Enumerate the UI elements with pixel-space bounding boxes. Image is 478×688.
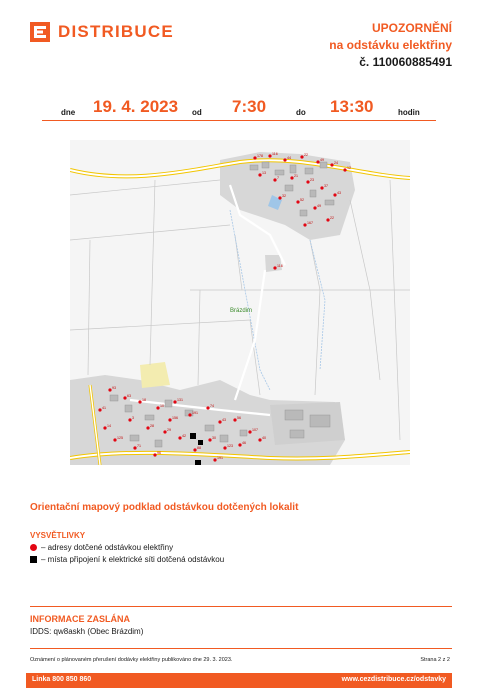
address-number-label: 12: [347, 166, 351, 170]
outage-date: 19. 4. 2023: [93, 97, 179, 116]
address-number-label: 49: [317, 204, 321, 208]
footer-bar: [26, 673, 452, 688]
address-number-label: 43: [337, 191, 341, 195]
info-divider: [30, 606, 452, 607]
legend-item-connections: [30, 555, 224, 564]
page-number: Strana 2 z 2: [420, 657, 450, 663]
address-number-label: 28: [150, 424, 154, 428]
legend-addresses-text: – adresy dotčené odstávkou elektřiny: [41, 543, 174, 552]
publication-note: Oznámení o plánovaném přerušení dodávky elektřiny publikováno dne 29. 3. 2023.: [30, 657, 233, 663]
address-number-label: 22: [304, 153, 308, 157]
address-number-label: 22: [330, 216, 334, 220]
address-number-label: 191: [217, 456, 223, 460]
address-number-label: 125: [117, 436, 123, 440]
address-number-label: 7: [277, 176, 279, 180]
cez-logo-icon: [30, 22, 50, 42]
time-from: 7:30: [232, 97, 267, 116]
address-number-label: 107: [252, 428, 258, 432]
address-number-label: 43: [222, 418, 226, 422]
locality-label: Brázdim: [230, 308, 253, 314]
address-number-label: 167: [307, 221, 313, 225]
address-number-label: 18: [142, 398, 146, 402]
footer-divider: [30, 648, 452, 649]
address-number-label: 23: [310, 178, 314, 182]
notice-heading: [329, 20, 452, 71]
hours-label: hodin: [398, 108, 420, 117]
address-number-label: 14: [107, 424, 111, 428]
hotline-number[interactable]: Linka 800 850 860: [32, 676, 92, 683]
address-number-label: 74: [210, 404, 214, 408]
address-number-label: 156: [172, 416, 178, 420]
address-number-label: 63: [127, 394, 131, 398]
address-number-label: 178: [257, 154, 263, 158]
address-number-label: 71: [137, 444, 141, 448]
address-number-label: 191: [192, 411, 198, 415]
time-to: 13:30: [330, 97, 374, 116]
address-number-label: 56: [237, 416, 241, 420]
address-number-label: 41: [102, 406, 106, 410]
address-number-label: 49: [320, 158, 324, 162]
address-number-label: 116: [277, 264, 283, 268]
address-number-label: 10: [160, 404, 164, 408]
black-square-icon: [30, 556, 37, 563]
info-title: INFORMACE ZASLÁNA: [30, 614, 130, 624]
outage-map: [70, 140, 410, 465]
address-number-label: 13: [262, 171, 266, 175]
to-label: do: [296, 108, 306, 117]
address-number-label: 116: [272, 152, 278, 156]
cez-logo: [30, 22, 174, 42]
info-text: IDDS: qw8askh (Obec Brázdim): [30, 627, 144, 636]
outage-website-link[interactable]: www.cezdistribuce.cz/odstavky: [341, 676, 446, 683]
legend-title: VYSVĚTLIVKY: [30, 531, 86, 540]
notice-title: UPOZORNĚNÍ: [371, 21, 452, 35]
notice-number: č. 110060885491: [359, 55, 452, 69]
address-number-label: 32: [282, 194, 286, 198]
notice-subtitle: na odstávku elektřiny: [329, 38, 452, 52]
day-label: dne: [61, 108, 76, 117]
from-label: od: [192, 108, 202, 117]
address-number-label: 21: [294, 174, 298, 178]
address-number-label: 24: [334, 161, 338, 165]
legend-item-addresses: [30, 543, 173, 552]
red-dot-icon: [30, 544, 37, 551]
address-number-label: 37: [324, 184, 328, 188]
address-number-label: 30: [212, 436, 216, 440]
address-number-label: 93: [112, 386, 116, 390]
address-number-label: 40: [262, 436, 266, 440]
date-divider: [42, 120, 436, 121]
address-number-label: 123: [227, 444, 233, 448]
address-number-label: 131: [177, 398, 183, 402]
address-number-label: 52: [300, 198, 304, 202]
legend-connections-text: – místa připojení k elektrické síti dotčená odstávkou: [41, 555, 225, 564]
address-number-label: 96: [157, 451, 161, 455]
outage-schedule: [42, 96, 436, 120]
address-number-label: 29: [167, 428, 171, 432]
address-number-label: 3: [132, 416, 134, 420]
map-caption: Orientační mapový podklad odstávkou dotčených lokalit: [30, 502, 299, 513]
brand-name: DISTRIBUCE: [58, 22, 174, 41]
address-number-label: 88: [197, 446, 201, 450]
address-number-label: 44: [287, 156, 291, 160]
address-number-label: 42: [182, 434, 186, 438]
address-number-label: 46: [242, 441, 246, 445]
